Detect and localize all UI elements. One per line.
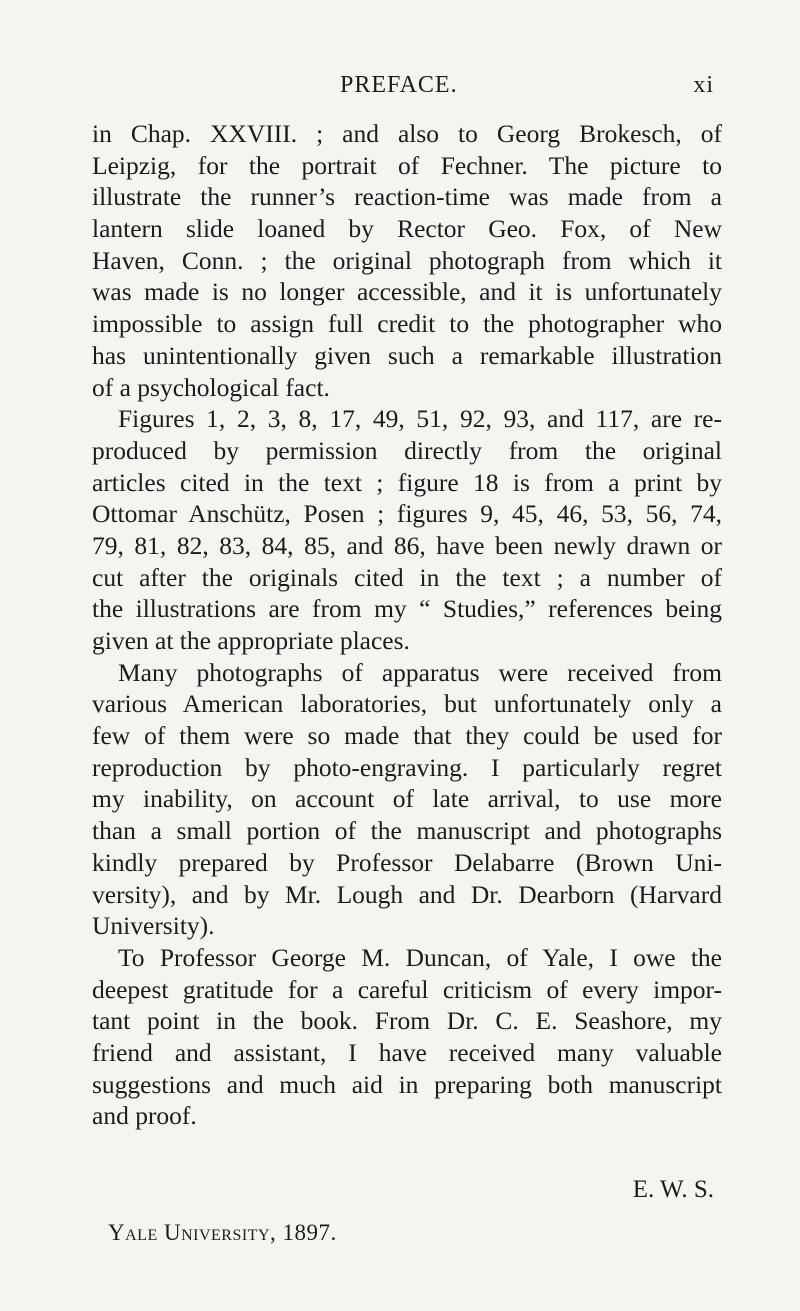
- text-line: 79, 81, 82, 83, 84, 85, and 86, have been newly drawn or: [92, 530, 722, 560]
- text-line: than a small portion of the manuscript and photographs: [92, 816, 722, 846]
- text-line: produced by permission directly from the original: [92, 435, 722, 465]
- place-and-date: Yale University, 1897.: [108, 1220, 337, 1245]
- running-title: PREFACE.: [340, 72, 458, 98]
- text-line: was made is no longer accessible, and it is unfortunately: [92, 277, 722, 307]
- text-line: cut after the originals cited in the text ; a number of: [92, 562, 722, 592]
- author-initials: E. W. S.: [632, 1176, 714, 1203]
- text-line: deepest gratitude for a careful criticism of every impor-: [92, 974, 722, 1004]
- text-line: lantern slide loaned by Rector Geo. Fox, of New: [92, 214, 722, 244]
- text-line: suggestions and much aid in preparing both manuscript: [92, 1069, 722, 1099]
- text-line: of a psychological fact.: [92, 372, 330, 402]
- text-line: Haven, Conn. ; the original photograph from which it: [92, 245, 722, 275]
- text-line: the illustrations are from my “ Studies,” references being: [92, 594, 722, 624]
- text-line: Ottomar Anschütz, Posen ; figures 9, 45, 46, 53, 56, 74,: [92, 499, 722, 529]
- text-line: versity), and by Mr. Lough and Dr. Dearborn (Harvard: [92, 879, 722, 909]
- text-line: and proof.: [92, 1101, 197, 1131]
- text-line: few of them were so made that they could be used for: [92, 721, 722, 751]
- text-line: illustrate the runner’s reaction-time was made from a: [92, 182, 722, 212]
- text-line: various American laboratories, but unfortunately only a: [92, 689, 722, 719]
- text-line: tant point in the book. From Dr. C. E. Seashore, my: [92, 1006, 722, 1036]
- text-line: Many photographs of apparatus were received from: [118, 657, 722, 687]
- text-line: has unintentionally given such a remarkable illustration: [92, 340, 722, 370]
- running-header: [340, 72, 714, 112]
- text-line: articles cited in the text ; figure 18 is from a print by: [92, 467, 722, 497]
- page-number: xi: [693, 72, 714, 98]
- text-line: Figures 1, 2, 3, 8, 17, 49, 51, 92, 93, and 117, are re-: [118, 404, 722, 434]
- text-line: given at the appropriate places.: [92, 626, 410, 655]
- text-line: my inability, on account of late arrival, to use more: [92, 784, 722, 814]
- text-line: reproduction by photo-engraving. I particularly regret: [92, 752, 722, 782]
- text-line: Leipzig, for the portrait of Fechner. The picture to: [92, 150, 722, 180]
- body-text: [92, 118, 722, 1132]
- text-line: in Chap. XXVIII. ; and also to Georg Brokesch, of: [92, 119, 722, 148]
- text-line: To Professor George M. Duncan, of Yale, I owe the: [118, 942, 722, 972]
- text-line: friend and assistant, I have received many valuable: [92, 1037, 722, 1067]
- text-line: impossible to assign full credit to the photographer who: [92, 309, 722, 339]
- text-line: kindly prepared by Professor Delabarre (Brown Uni-: [92, 847, 722, 877]
- text-line: University).: [92, 911, 215, 941]
